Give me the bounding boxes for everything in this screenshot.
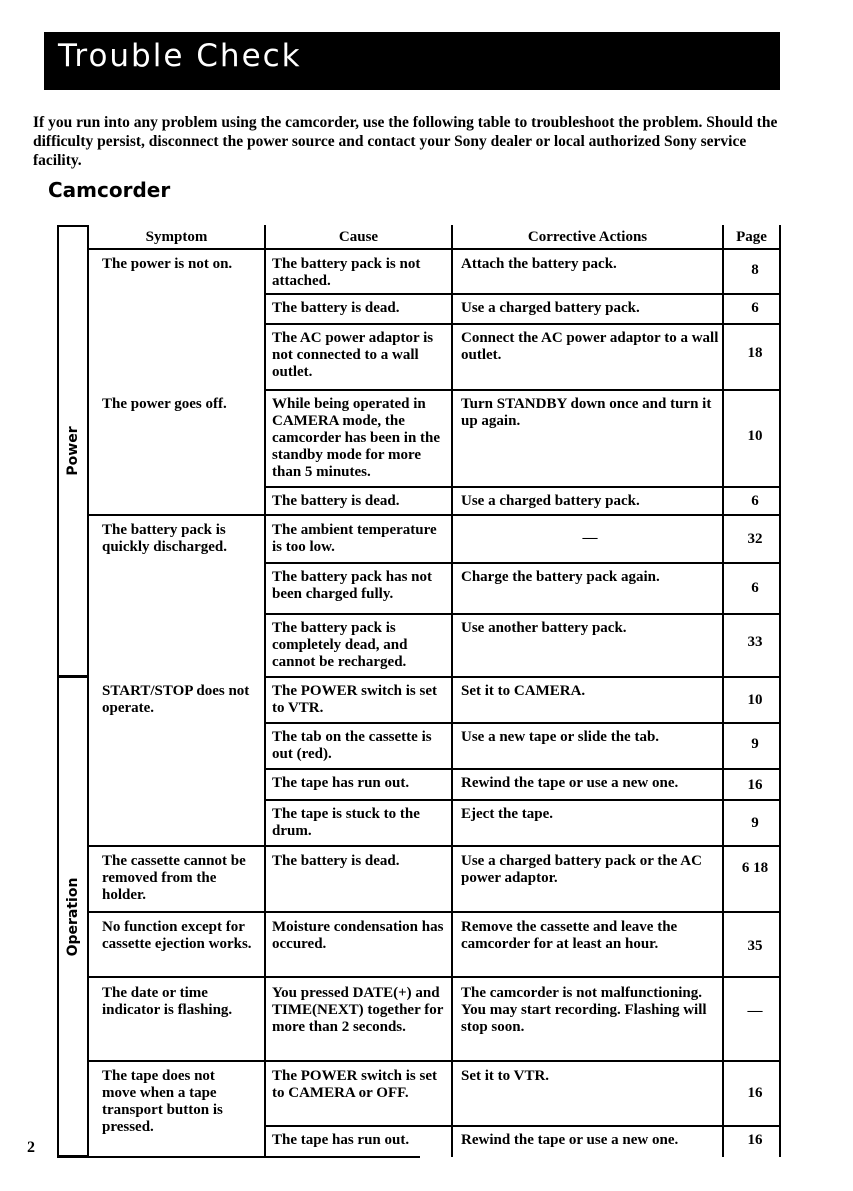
row-divider [453,1060,722,1062]
column-divider [722,225,724,1157]
row-divider [724,562,779,564]
column-divider [451,225,453,1157]
action-cell: Set it to CAMERA. [461,683,586,699]
row-divider [724,799,779,801]
cause-cell: The POWER switch is set to VTR. [272,683,437,716]
cause-cell: The battery pack is not attached. [272,256,421,289]
symptom-cell: The date or time indicator is flashing. [102,985,233,1018]
action-cell: — [582,530,598,546]
header-actions: Corrective Actions [527,229,648,245]
action-cell: The camcorder is not malfunctioning. You may start recording. Flashing will stop soon. [461,985,707,1035]
action-cell: Use a charged battery pack or the AC power adaptor. [461,853,702,886]
row-divider [724,514,779,516]
row-divider [453,613,722,615]
row-divider [453,562,722,564]
row-divider [266,323,451,325]
cause-cell: The tape has run out. [272,775,410,791]
header-rule [89,248,264,250]
action-cell: Connect the AC power adaptor to a wall outlet. [461,330,719,363]
column-divider [779,225,781,1157]
cause-cell: The ambient temperature is too low. [272,522,437,555]
page-ref: 9 [751,736,759,752]
row-divider [453,486,722,488]
row-divider [724,722,779,724]
row-divider [266,845,451,847]
header-rule [453,248,722,250]
action-cell: Set it to VTR. [461,1068,550,1084]
row-divider [266,911,451,913]
row-divider [453,514,722,516]
row-divider [724,613,779,615]
page-ref: 33 [747,634,763,650]
action-cell: Use a new tape or slide the tab. [461,729,660,745]
row-divider [453,293,722,295]
cause-cell: The AC power adaptor is not connected to a wall outlet. [272,330,434,380]
row-divider [724,911,779,913]
row-divider [724,676,779,678]
cause-cell: The POWER switch is set to CAMERA or OFF. [272,1068,437,1101]
row-divider [453,845,722,847]
row-divider [724,486,779,488]
page-ref: 6 [751,300,759,316]
cause-cell: While being operated in CAMERA mode, the camcorder has been in the standby mode for more than 5 minutes. [272,396,441,480]
row-divider [266,676,451,678]
table-bottom-rule [57,1156,420,1158]
action-cell: Attach the battery pack. [461,256,617,272]
row-divider [266,768,451,770]
row-divider [266,562,451,564]
row-divider [724,976,779,978]
header-symptom: Symptom [145,229,208,245]
intro-text: If you run into any problem using the camcorder, use the following table to troubleshoot the problem. Should the difficulty persist, disconnect the power source and contact your Sony dealer or local authorized Sony service facility. [33,114,778,169]
symptom-cell: The power is not on. [102,256,233,272]
cause-cell: The battery pack has not been charged fully. [272,569,433,602]
row-divider [453,1125,722,1127]
row-divider [453,323,722,325]
row-divider [453,722,722,724]
page-ref: 32 [747,531,763,547]
row-divider [724,845,779,847]
action-cell: Rewind the tape or use a new one. [461,775,679,791]
row-divider [453,676,722,678]
header-page: Page [736,229,767,245]
cause-cell: The tape has run out. [272,1132,410,1148]
row-divider [266,1060,451,1062]
row-divider [89,976,264,978]
page-ref: — [747,1003,763,1019]
row-divider [266,976,451,978]
row-divider [453,389,722,391]
title-banner [44,32,780,90]
page-ref: 6 [751,493,759,509]
action-cell: Rewind the tape or use a new one. [461,1132,679,1148]
cause-cell: The battery is dead. [272,853,400,869]
page-ref: 10 [747,692,763,708]
group-power [57,225,89,677]
symptom-cell: The cassette cannot be removed from the holder. [102,853,246,903]
header-cause: Cause [338,229,379,245]
row-divider [89,1060,264,1062]
header-rule [266,248,451,250]
row-divider [724,293,779,295]
row-divider [724,1125,779,1127]
cause-cell: The battery is dead. [272,493,400,509]
section-heading: Camcorder [48,178,171,202]
row-divider [266,486,451,488]
cause-cell: The tab on the cassette is out (red). [272,729,432,762]
cause-cell: You pressed DATE(+) and TIME(NEXT) together for more than 2 seconds. [272,985,444,1035]
symptom-cell: The battery pack is quickly discharged. [102,522,228,555]
action-cell: Use a charged battery pack. [461,300,640,316]
group-label-power: Power [65,426,81,476]
row-divider [724,389,779,391]
page-ref: 16 [747,777,763,793]
page-ref: 16 [747,1085,763,1101]
page-ref: 8 [751,262,759,278]
action-cell: Turn STANDBY down once and turn it up again. [461,396,712,429]
page-ref: 35 [747,938,763,954]
group-operation [57,676,89,1157]
page-title: Trouble Check [58,38,302,74]
row-divider [724,768,779,770]
page-ref: 6 [751,580,759,596]
row-divider [266,613,451,615]
cause-cell: The battery is dead. [272,300,400,316]
row-divider [266,514,451,516]
row-divider [453,799,722,801]
cause-cell: The tape is stuck to the drum. [272,806,420,839]
action-cell: Eject the tape. [461,806,554,822]
row-divider [266,293,451,295]
group-label-operation: Operation [65,877,81,956]
cause-cell: The battery pack is completely dead, and cannot be recharged. [272,620,408,670]
page-ref: 9 [751,815,759,831]
page-number: 2 [27,1139,35,1156]
action-cell: Remove the cassette and leave the camcorder for at least an hour. [461,919,678,952]
action-cell: Use a charged battery pack. [461,493,640,509]
page-ref: 6 18 [741,860,769,876]
action-cell: Use another battery pack. [461,620,627,636]
row-divider [453,976,722,978]
cause-cell: Moisture condensation has occured. [272,919,444,952]
symptom-cell: START/STOP does not operate. [102,683,250,716]
row-divider [266,799,451,801]
row-divider [89,911,264,913]
page-ref: 18 [747,345,763,361]
action-cell: Charge the battery pack again. [461,569,660,585]
row-divider [724,1060,779,1062]
row-divider [724,323,779,325]
page-ref: 16 [747,1132,763,1148]
column-divider [264,225,266,1157]
symptom-cell: The tape does not move when a tape transport button is pressed. [102,1068,223,1135]
symptom-cell: No function except for cassette ejection works. [102,919,252,952]
row-divider [89,514,264,516]
row-divider [266,722,451,724]
page-ref: 10 [747,428,763,444]
symptom-cell: The power goes off. [102,396,227,412]
row-divider [453,911,722,913]
row-divider [266,1125,451,1127]
row-divider [266,389,451,391]
row-divider [89,845,264,847]
row-divider [453,768,722,770]
header-rule [724,248,779,250]
